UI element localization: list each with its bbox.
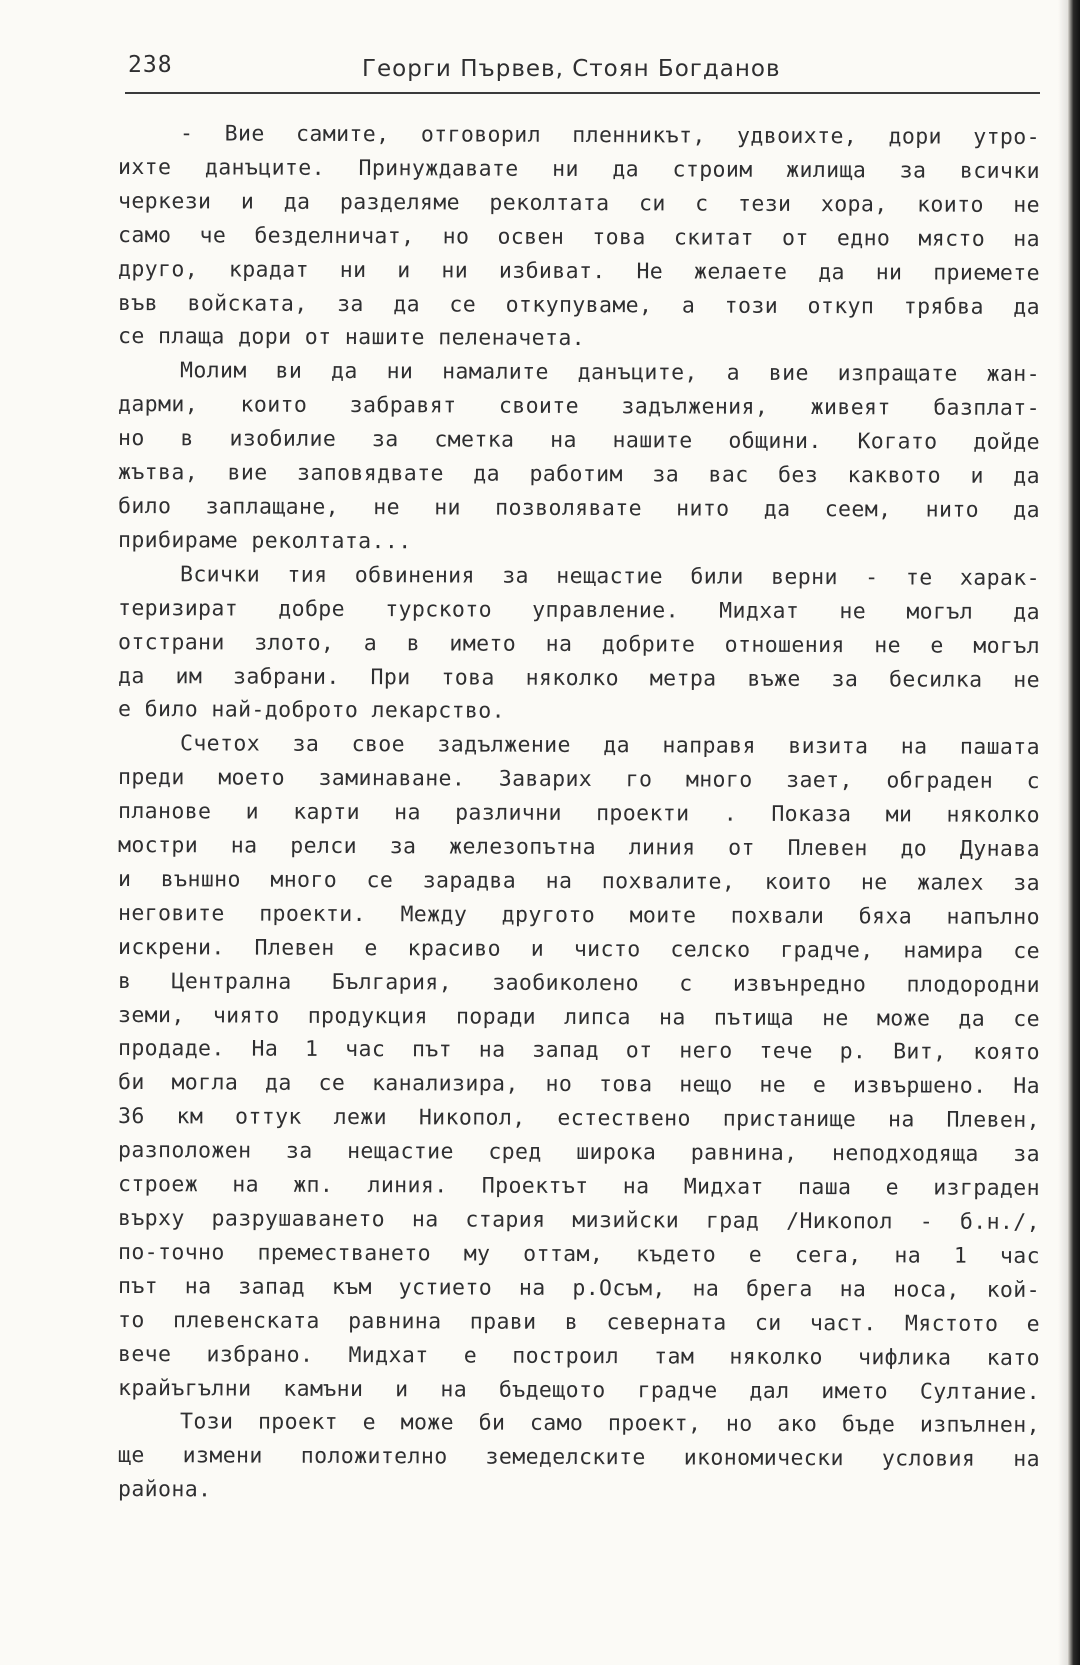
text-line: дарми, които забравят своите задължения, живеят базплат- [117, 392, 1041, 422]
text-line: Счетох за свое задължение да направя визита на пашата [179, 731, 1041, 761]
text-line: път на запад към устието на р.Осъм, на брега на носа, кой- [117, 1273, 1041, 1303]
text-line: но в изобилие за сметка на нашите общини. Когато дойде [117, 426, 1041, 456]
running-head: Георги Първев, Стоян Богданов [362, 56, 781, 82]
text-line: било заплащане, не ни позволявате нито да сеем, нито да [117, 493, 1041, 523]
text-line: друго, крадат ни и ни избиват. Не желаете да ни приемете [117, 256, 1041, 286]
text-line: планове и карти на различни проекти . Показа ми няколко [117, 799, 1041, 829]
text-line: земи, чиято продукция поради липса на пътища не може да се [117, 1002, 1041, 1032]
text-line: в Централна България, заобиколено с извънредно плодородни [117, 968, 1041, 998]
text-line: искрени. Плевен е красиво и чисто селско градче, намира се [117, 934, 1041, 964]
text-line: крайъгълни камъни и на бъдещото градче дал името Султание. [117, 1375, 1041, 1405]
text-line: продаде. На 1 час път на запад от него тече р. Вит, която [117, 1036, 1041, 1066]
text-line: вече избрано. Мидхат е построил там няколко чифлика като [117, 1341, 1041, 1371]
text-line: района. [117, 1477, 212, 1503]
text-line: строеж на жп. линия. Проектът на Мидхат паша е изграден [117, 1172, 1041, 1202]
text-line: Този проект е може би само проект, но ако бъде изпълнен, [179, 1409, 1041, 1439]
text-line: да им забрани. При това няколко метра въже за бесилка не [117, 663, 1041, 693]
text-line: отстрани злото, а в името на добрите отношения не е могъл [117, 629, 1041, 659]
text-line: би могла да се канализира, но това нещо не е извършено. На [117, 1070, 1041, 1100]
text-line: прибираме реколтата... [117, 527, 412, 555]
text-line: се плаща дори от нашите пеленачета. [117, 324, 586, 352]
text-line: теризират добре турското управление. Мидхат не могъл да [117, 595, 1041, 625]
text-line: Всички тия обвинения за нещастие били верни - те харак- [179, 562, 1041, 591]
text-line: разположен за нещастие сред широка равнина, неподходяща за [117, 1138, 1041, 1168]
text-line: във войската, за да се откупуваме, а този откуп трябва да [117, 290, 1041, 320]
page-number: 238 [128, 52, 173, 78]
text-line: върху разрушаването на стария мизийски град /Никопол - б.н./, [117, 1206, 1041, 1236]
text-line: е било най-доброто лекарство. [117, 697, 506, 725]
text-line: - Вие самите, отговорил пленникът, удвоихте, дори утро- [179, 121, 1041, 151]
text-line: ихте данъците. Принуждавате ни да строим жилища за всички [117, 154, 1041, 184]
text-line: преди моето заминаване. Заварих го много зает, обграден с [117, 765, 1041, 795]
text-line: жътва, вие заповядвате да работим за вас без каквото и да [117, 460, 1041, 490]
text-line: по-точно преместването му оттам, където е сега, на 1 час [117, 1239, 1041, 1269]
text-line: само че безделничат, но освен това скитат от едно място на [117, 222, 1041, 252]
binding-shadow [1058, 0, 1068, 1665]
body-text [118, 117, 1040, 1507]
text-line: мостри на релси за железопътна линия от Плевен до Дунава [117, 833, 1041, 863]
text-line: неговите проекти. Между другото моите похвали бяха напълно [117, 900, 1041, 930]
book-binding-edge [1068, 0, 1080, 1665]
text-line: черкези и да разделяме реколтата си с тези хора, които не [117, 188, 1041, 218]
text-line: 36 км оттук лежи Никопол, естествено пристанище на Плевен, [117, 1104, 1041, 1134]
page-header [125, 52, 1040, 94]
text-line: ще измени положително земеделските икономически условия на [117, 1443, 1041, 1473]
text-line: то плевенската равнина прави в северната си част. Мястото е [117, 1307, 1041, 1337]
text-line: и външно много се зарадва на похвалите, които не жалех за [117, 866, 1041, 896]
text-line: Молим ви да ни намалите данъците, а вие изпращате жан- [179, 358, 1041, 388]
